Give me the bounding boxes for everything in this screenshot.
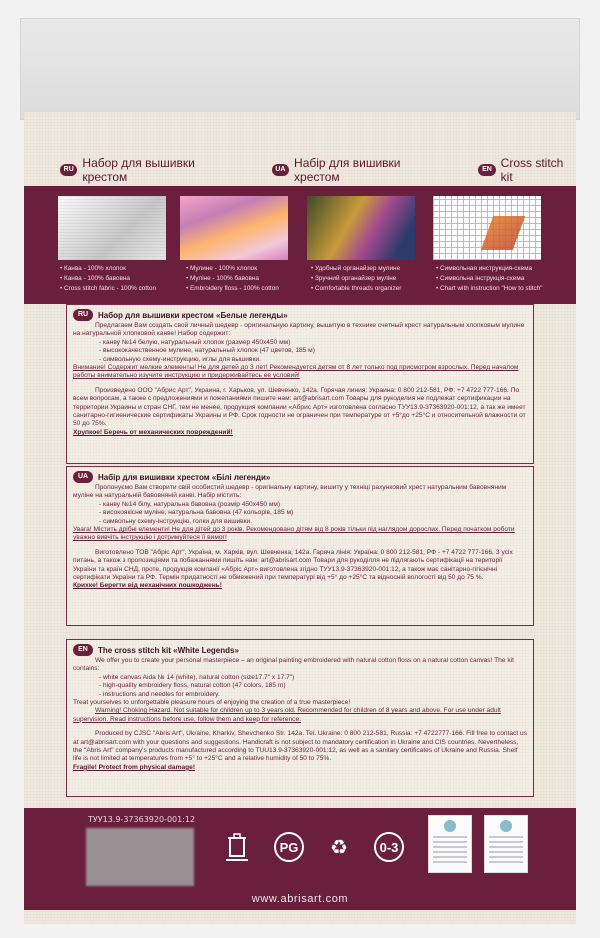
band-title-ua	[272, 156, 445, 184]
fragile-text: Хрупкое! Беречь от механических повреждений!	[73, 428, 233, 436]
chart-photo	[433, 196, 541, 260]
kit-item: - white canvas Aida № 14 (white), natural cotton (size17.7" x 17.7")	[99, 673, 295, 681]
kit-item: - instructions and needles for embroidery.	[99, 690, 220, 698]
feature-item: • Cross stitch fabric - 100% cotton	[60, 284, 188, 294]
description-section-ua	[66, 466, 534, 626]
band-title-ru	[60, 156, 238, 184]
barcode	[86, 828, 194, 886]
feature-item: • Удобный органайзер мулине	[311, 264, 439, 274]
producer-text: Produced by CJSC "Abris Art", Ukraine, Kharkiv, Shevchenko Str. 142a. Tel. Ukraine: 0 800 212-581, Russia: +7 4722777-166. Fill free to contact us at art@abrisart.com with your questions and suggestions. Handicraft is not subject to mandatory certification in Ukraine and CIS countries. Nevertheless, the "Abris Art" company's products manufactured according to TUU13.9-37363920-001:12, as well as a sanitary certificates of Ukraine and Russia. Shelf life is not limited at temperatures from +5° to +25°C and a relative humidity of 50 to 75%.	[73, 730, 527, 763]
intro-text: Предлагаем Вам создать свой личный шедевр - оригинальную картину, вышитую в технике счетный крест натуральным хлопковым мулине на натуральной хлопковой канве! Набор содержит:	[73, 322, 525, 338]
kit-item: - высококачественное мулине, натуральный хлопок (47 цветов, 185 м)	[99, 347, 315, 355]
intro-text: We offer you to create your personal masterpiece – an original painting embroidered with natural cotton floss on a natural cotton canvas! The kit contains:	[73, 657, 514, 673]
plastic-bag-header	[20, 18, 580, 120]
warning-text: Warning! Choking Hazard. Not suitable for children up to 3 years old. Recommended for children of 8 years and above. For use under adult supervision. Read instructions before use, follow them and keep for reference.	[73, 707, 501, 723]
certificate-image	[484, 815, 528, 873]
kit-item: - високоякісне муліне, натуральна бавовна (47 кольорів, 185 м)	[99, 509, 294, 517]
section-title: The cross stitch kit «White Legends»	[98, 645, 239, 655]
age-label: 0-3	[374, 832, 404, 862]
band-title-label: Набор для вышивки крестом	[82, 156, 195, 184]
feature-list-organizer	[311, 264, 439, 294]
lang-badge-ua: UA	[73, 471, 93, 483]
description-section-en	[66, 639, 534, 797]
feature-list-floss	[186, 264, 314, 294]
lang-badge-en: EN	[478, 164, 495, 176]
warning-text: Увага! Містить дрібні елементи! Не для дітей до 3 років. Рекомендовано дітям від 8 років тільки під наглядом дорослих. Перед початком роботи уважно вивчіть інструкцію і дотримуйтеся її вимог!	[73, 526, 515, 542]
kit-item: - символьную схему-инструкцию, иглы для вышивки.	[99, 355, 261, 363]
producer-text: Виготовлено ТОВ "Абріс Арт", Україна, м. Харків, вул. Шевченка, 142а. Гаряча лінія: Україна: 0 800 212-581, РФ - +7 4722 777-166. З усіх питань, а також з пропозиціями та побажаннями пишіть нам: art@abrisart.com Товари для рукоділля не підлягають сертифікації на території України та країн СНД, проте, продукція компанії «Абріс Арт» виготовлена згідно ТУУ13.9-37363920-001:12, а також має санітарно-гігієнічні сертифікати України та РФ. Термін придатності не обмежений при температурі від +5° до +25°С та відносній вологості від 50 до 75 %.	[73, 548, 513, 582]
feature-item: • Мулине - 100% хлопок	[186, 264, 314, 274]
feature-item: • Зручний органайзер муліне	[311, 274, 439, 284]
section-title: Набір для вишивки хрестом «Білі легенди»	[98, 472, 271, 482]
kit-item: - high-quality embroidery floss, natural cotton (47 colors, 185 m)	[99, 682, 286, 690]
producer-text: Произведено ООО "Абрис Арт", Украина, г. Харьков, ул. Шевченко, 142а. Горячая линия: Украина: 0 800 212-581, РФ: +7 4722 777-166. По всем вопросам, а также с предложениями и пожеланиями пишите нам: art@abrisart.com Товары для рукоделия не подлежат сертификации на территории Украины и стран СНГ, тем не менее, продукция компании «Абрис Арт» изготовлена согласно ТУУ13.9-37363920-001:12, а так же имеет санитарно-гигиенические сертификаты Украины и РФ. Срок годности не ограничен при температуре от +5°до +25°С и относительной влажности от 50 до 75%.	[73, 386, 526, 428]
age-warning-icon	[372, 830, 406, 864]
kit-item: - канву №14 білу, натуральна бавовна (розмір 450x450 мм)	[99, 500, 281, 508]
fragile-text: Fragile! Protect from physical damage!	[73, 763, 196, 771]
canvas-photo	[58, 196, 166, 260]
kit-item: - канву №14 белую, натуральный хлопок (размер 450x450 мм)	[99, 338, 291, 346]
feature-item: • Embroidery floss - 100% cotton	[186, 284, 314, 294]
feature-item: • Канва - 100% хлопок	[60, 264, 188, 274]
feature-list-canvas	[60, 264, 188, 294]
section-heading	[73, 471, 527, 483]
description-section-ru	[66, 304, 534, 464]
tu-code: ТУУ13.9-37363920-001:12	[88, 815, 196, 824]
section-heading	[73, 309, 527, 321]
pg-certified-icon: PG	[272, 830, 306, 864]
band-title-label: Набір для вишивки хрестом	[294, 156, 401, 184]
lang-badge-ru: RU	[73, 309, 93, 321]
recycle-icon: ♻	[330, 836, 348, 859]
feature-item: • Канва - 100% бавовна	[60, 274, 188, 284]
warning-text: Внимание! Содержит мелкие элементы! Не для детей до 3 лет! Рекомендуется детям от 8 лет только под присмотром взрослых. Перед началом работы внимательно изучите инструкцию и придерживайтесь ее условий!	[73, 364, 519, 380]
band-title-label: Cross stitch kit	[500, 156, 564, 184]
feature-item: • Comfortable threads organizer	[311, 284, 439, 294]
feature-item: • Символьная инструкция-схема	[436, 264, 564, 274]
band-titles	[24, 156, 576, 184]
organizer-photo	[307, 196, 415, 260]
lang-badge-ru: RU	[60, 164, 77, 176]
certificate-image	[428, 815, 472, 873]
trash-bin-icon	[220, 830, 254, 864]
lang-badge-en: EN	[73, 644, 93, 656]
section-title: Набор для вышивки крестом «Белые легенды»	[98, 310, 288, 320]
feature-list-chart	[436, 264, 564, 294]
website-url[interactable]: www.abrisart.com	[251, 893, 349, 905]
treat-text: Treat yourselves to unforgettable pleasure hours of enjoying the creation of a true masterpiece!	[73, 699, 351, 707]
feature-item: • Chart with instruction "How to stitch"	[436, 284, 564, 294]
feature-item: • Символьна інструкція-схема	[436, 274, 564, 284]
feature-item: • Муліне - 100% бавовна	[186, 274, 314, 284]
lang-badge-ua: UA	[272, 164, 289, 176]
intro-text: Пропонуємо Вам створити свій особистий шедевр - оригінальну картину, вишиту у техніці рахунковий хрест натуральним бавовняним муліне на натуральній бавовняній канві. Набір містить:	[73, 484, 507, 500]
floss-photo	[180, 196, 288, 260]
kit-item: - символьну схему-інструкцію, голки для вишивки.	[99, 517, 253, 525]
fragile-text: Крихке! Берегти від механічних пошкоджень!	[73, 582, 222, 590]
band-title-en	[478, 156, 576, 184]
section-heading	[73, 644, 527, 656]
